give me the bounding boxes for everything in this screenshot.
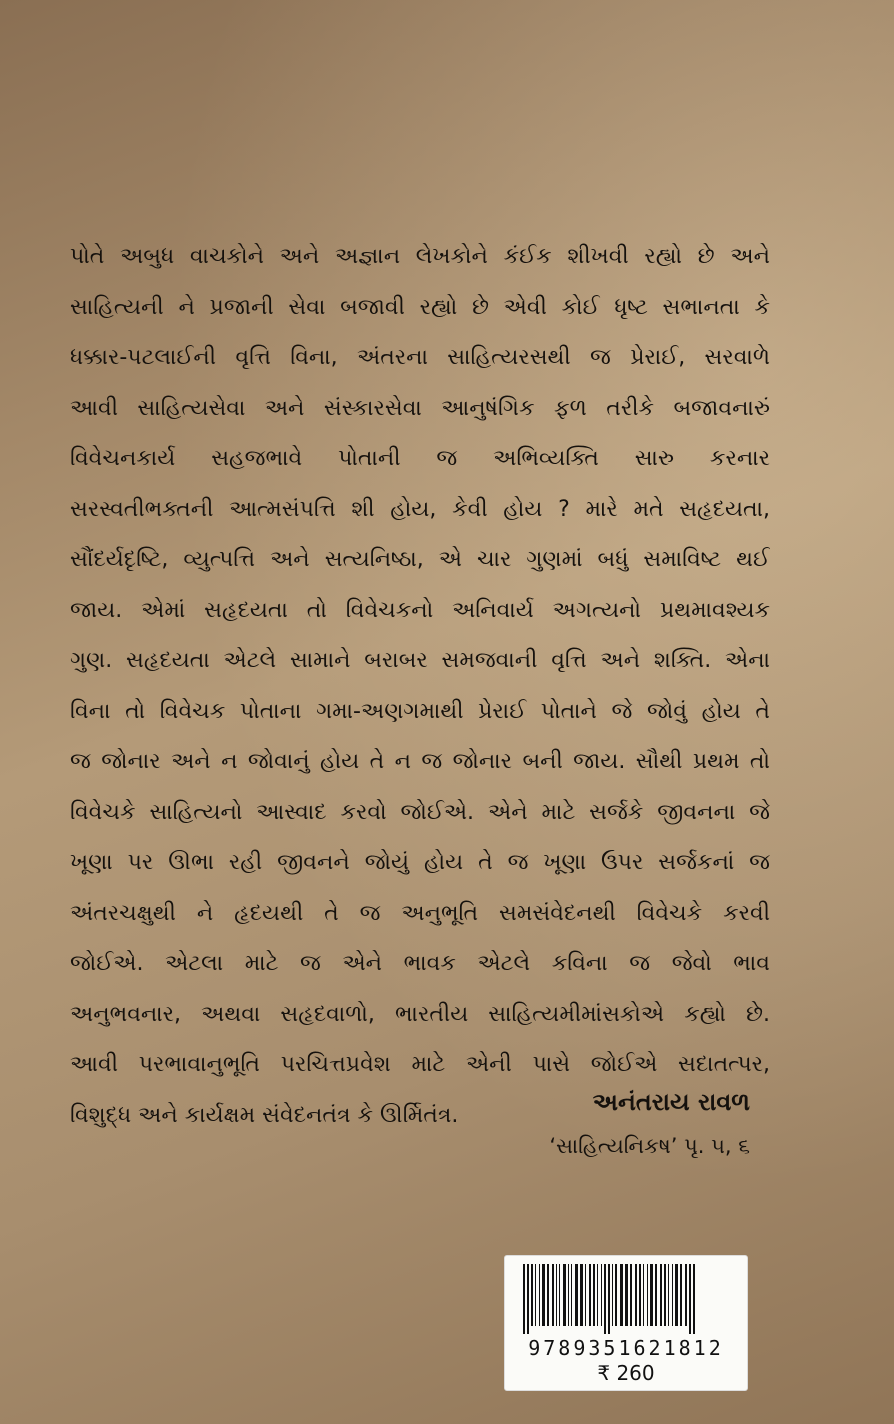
blurb-line: વિશુદ્ધ અને કાર્યક્ષમ સંવેદનતંત્ર કે ઊર્મિતંત્ર.	[70, 1102, 459, 1128]
blurb-line: આવી પરભાવાનુભૂતિ પરચિત્તપ્રવેશ માટે એની પાસે જોઈએ સદાતત્પર,	[70, 1052, 770, 1077]
price-label: ₹ 260	[597, 1361, 655, 1385]
barcode-bar	[660, 1264, 662, 1326]
isbn-number: 9789351621812	[528, 1336, 724, 1360]
barcode-bar	[647, 1264, 648, 1326]
barcode-bar	[668, 1264, 669, 1326]
barcode-bar	[675, 1264, 678, 1326]
blurb-line: સૌંદર્યદૃષ્ટિ, વ્યુત્પત્તિ અને સત્યનિષ્ઠા, એ ચાર ગુણમાં બધું સમાવિષ્ટ થઈ	[70, 547, 770, 572]
blurb-line: ધક્કાર-પટલાઈની વૃત્તિ વિના, અંતરના સાહિત્યરસથી જ પ્રેરાઈ, સરવાળે	[70, 345, 770, 370]
barcode-bar	[630, 1264, 632, 1326]
blurb-line: સાહિત્યની ને પ્રજાની સેવા બજાવી રહ્યો છે એવી કોઈ ધૃષ્ટ સભાનતા કે	[70, 294, 770, 320]
barcode-bar	[571, 1264, 572, 1326]
blurb-line: ખૂણા પર ઊભા રહી જીવનને જોયું હોય તે જ ખૂણા ઉપર સર્જકનાં જ	[70, 850, 770, 875]
source-citation: ‘સાહિત્યનિકષ’ પૃ. ૫, ૬	[549, 1134, 750, 1158]
barcode-bar	[625, 1264, 628, 1326]
blurb-line: વિવેચકે સાહિત્યનો આસ્વાદ કરવો જોઈએ. એને માટે સર્જકે જીવનના જે	[70, 799, 770, 825]
barcode-bar	[547, 1264, 549, 1326]
blurb-line: વિના તો વિવેચક પોતાના ગમા-અણગમાથી પ્રેરાઈ પોતાને જે જોવું હોય તે	[70, 698, 770, 724]
barcode-bar	[664, 1264, 666, 1326]
barcode-bar	[672, 1264, 673, 1326]
barcode-bar	[568, 1264, 569, 1326]
barcode-icon	[519, 1264, 733, 1336]
barcode-bar	[643, 1264, 644, 1326]
barcode-bar	[593, 1264, 595, 1326]
barcode-bar	[615, 1264, 617, 1326]
barcode-bar	[689, 1264, 691, 1334]
blurb-text	[70, 232, 770, 1141]
blurb-line: સરસ્વતીભક્તની આત્મસંપત્તિ શી હોય, કેવી હોય ? મારે મતે સહૃદયતા,	[70, 496, 770, 522]
barcode-label	[504, 1255, 748, 1391]
blurb-line: અનુભવનાર, અથવા સહૃદવાળો, ભારતીય સાહિત્યમીમાંસકોએ કહ્યો છે.	[70, 1001, 770, 1027]
barcode-bar	[601, 1264, 602, 1326]
blurb-line: જાય. એમાં સહૃદયતા તો વિવેચકનો અનિવાર્ય અગત્યનો પ્રથમાવશ્યક	[70, 597, 770, 623]
barcode-bar	[531, 1264, 533, 1326]
barcode-bar	[527, 1264, 529, 1334]
barcode-bar	[612, 1264, 613, 1326]
barcode-bar	[552, 1264, 554, 1326]
barcode-bar	[608, 1264, 610, 1334]
barcode-bar	[693, 1264, 695, 1334]
barcode-bar	[580, 1264, 583, 1326]
blurb-line: પોતે અબુધ વાચકોને અને અજ્ઞાન લેખકોને કંઈક શીખવી રહ્યો છે અને	[70, 244, 770, 269]
barcode-bar	[563, 1264, 566, 1326]
barcode-bar	[575, 1264, 578, 1326]
barcode-bar	[604, 1264, 606, 1334]
blurb-line: અંતરચક્ષુથી ને હૃદયથી તે જ અનુભૂતિ સમસંવેદનથી વિવેચકે કરવી	[70, 900, 770, 926]
barcode-bar	[650, 1264, 653, 1326]
barcode-bar	[639, 1264, 641, 1326]
author-name: અનંતરાય રાવળ	[592, 1088, 750, 1116]
barcode-bar	[542, 1264, 545, 1326]
barcode-bar	[559, 1264, 560, 1326]
barcode-bar	[685, 1264, 687, 1326]
blurb-line: વિવેચનકાર્ય સહજભાવે પોતાની જ અભિવ્યક્તિ સારુ કરનાર	[70, 446, 770, 471]
barcode-bar	[523, 1264, 525, 1334]
barcode-bar	[535, 1264, 536, 1326]
barcode-bar	[620, 1264, 623, 1326]
barcode-bar	[585, 1264, 586, 1326]
blurb-line: આવી સાહિત્યસેવા અને સંસ્કારસેવા આનુષંગિક ફળ તરીકે બજાવનારું	[70, 395, 770, 421]
blurb-line: જોઈએ. એટલા માટે જ એને ભાવક એટલે કવિના જ જેવો ભાવ	[70, 951, 770, 976]
barcode-bar	[655, 1264, 657, 1326]
barcode-bar	[680, 1264, 682, 1326]
barcode-bar	[589, 1264, 591, 1326]
blurb-line: ગુણ. સહૃદયતા એટલે સામાને બરાબર સમજવાની વૃત્તિ અને શક્તિ. એના	[70, 648, 770, 673]
barcode-bar	[539, 1264, 540, 1326]
barcode-bar	[556, 1264, 557, 1326]
barcode-bar	[635, 1264, 637, 1326]
barcode-bar	[597, 1264, 598, 1326]
blurb-line: જ જોનાર અને ન જોવાનું હોય તે ન જ જોનાર બની જાય. સૌથી પ્રથમ તો	[70, 749, 770, 774]
